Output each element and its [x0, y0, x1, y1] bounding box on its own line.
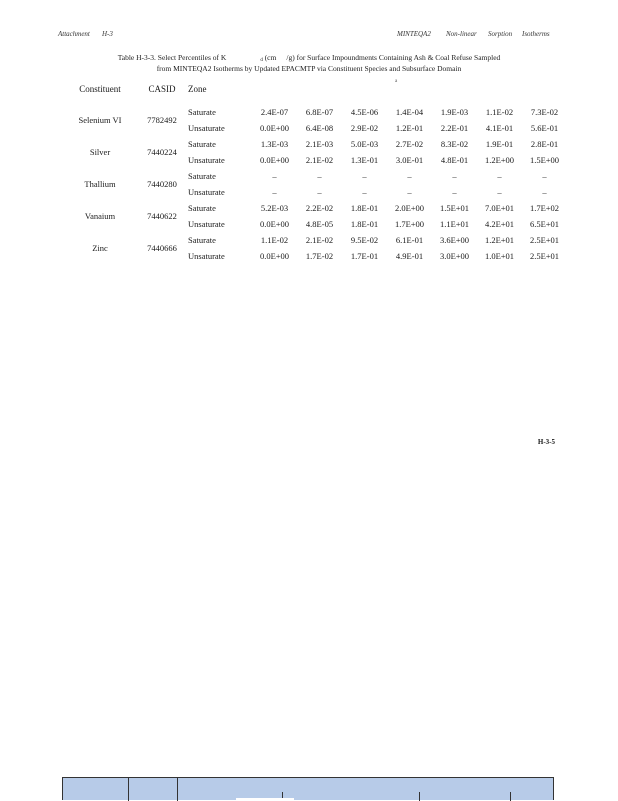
percentile-value: – — [452, 187, 457, 197]
table-row — [60, 104, 567, 120]
percentile-value: – — [272, 171, 277, 181]
percentile-value: 2.1E-02 — [305, 235, 334, 245]
zone-label: Unsaturate — [188, 123, 225, 133]
percentile-value: 1.1E-02 — [260, 235, 289, 245]
percentile-value: 2.4E-07 — [260, 107, 289, 117]
header-attachment: Attachment — [58, 30, 90, 38]
percentile-value: 4.1E-01 — [485, 123, 514, 133]
casid-value: 7440622 — [147, 211, 177, 221]
percentile-value: 1.1E-02 — [485, 107, 514, 117]
title-subscript: d — [260, 58, 263, 63]
constituent-name: Silver — [89, 147, 111, 157]
percentile-value: 2.1E-03 — [305, 139, 334, 149]
zone-label: Unsaturate — [188, 251, 225, 261]
percentile-table — [60, 80, 567, 264]
table-row — [60, 136, 567, 152]
percentile-value: 2.5E+01 — [529, 251, 560, 261]
percentile-value: 1.3E-03 — [260, 139, 289, 149]
percentile-value: 1.2E+01 — [484, 235, 515, 245]
percentile-value: 7.3E-02 — [530, 107, 559, 117]
zone-label: Saturate — [188, 107, 216, 117]
zone-label: Saturate — [188, 235, 216, 245]
percentile-value: 4.8E-01 — [440, 155, 469, 165]
percentile-value: 3.0E-01 — [395, 155, 424, 165]
percentile-value: 1.7E+02 — [529, 203, 560, 213]
table-header-row — [60, 80, 567, 98]
percentile-value: 1.7E+00 — [394, 219, 425, 229]
percentile-value: – — [317, 171, 322, 181]
percentile-value: 1.8E-01 — [350, 219, 379, 229]
zone-label: Saturate — [188, 203, 216, 213]
percentile-value: 8.3E-02 — [440, 139, 469, 149]
percentile-value: 4.8E-05 — [305, 219, 334, 229]
percentile-value: – — [317, 187, 322, 197]
casid-value: 7440224 — [147, 147, 177, 157]
percentile-value: 6.8E-07 — [305, 107, 334, 117]
casid-value: 7440280 — [147, 179, 177, 189]
percentile-value: – — [362, 187, 367, 197]
percentile-value: 3.6E+00 — [439, 235, 470, 245]
percentile-value: – — [407, 187, 412, 197]
percentile-value: 1.2E+00 — [484, 155, 515, 165]
page-number: H-3-5 — [537, 438, 555, 446]
table-row — [60, 232, 567, 248]
table-row — [60, 200, 567, 216]
percentile-value: 2.1E-02 — [305, 155, 334, 165]
percentile-value: 9.5E-02 — [350, 235, 379, 245]
percentile-value: 1.7E-01 — [350, 251, 379, 261]
header-word-4: Isotherms — [522, 30, 550, 38]
percentile-value: 2.7E-02 — [395, 139, 424, 149]
percentile-value: – — [452, 171, 457, 181]
percentile-value: 1.0E+01 — [484, 251, 515, 261]
percentile-value: 5.6E-01 — [530, 123, 559, 133]
percentile-value: – — [407, 171, 412, 181]
percentile-value: – — [497, 171, 502, 181]
percentile-value: 3.0E+00 — [439, 251, 470, 261]
percentile-value: 0.0E+00 — [259, 155, 290, 165]
percentile-value: 2.2E-02 — [305, 203, 334, 213]
table-row — [60, 168, 567, 184]
percentile-value: 4.5E-06 — [350, 107, 379, 117]
percentile-value: 0.0E+00 — [259, 123, 290, 133]
percentile-value: 0.0E+00 — [259, 251, 290, 261]
constituent-name: Zinc — [92, 243, 108, 253]
zone-label: Unsaturate — [188, 155, 225, 165]
zone-label: Unsaturate — [188, 187, 225, 197]
header-zone: Zone — [188, 84, 207, 94]
header-word-1: MINTEQA2 — [397, 30, 431, 38]
percentile-value: 1.4E-04 — [395, 107, 424, 117]
percentile-value: – — [362, 171, 367, 181]
percentile-value: 5.2E-03 — [260, 203, 289, 213]
percentile-value: 1.5E+01 — [439, 203, 470, 213]
percentile-value: 1.5E+00 — [529, 155, 560, 165]
footer-bar — [62, 777, 554, 800]
header-casid: CASID — [148, 84, 176, 94]
constituent-name: Vanaium — [84, 211, 116, 221]
constituent-name: Selenium VI — [78, 115, 122, 125]
percentile-value: – — [497, 187, 502, 197]
percentile-value: 2.8E-01 — [530, 139, 559, 149]
percentile-value: 1.3E-01 — [350, 155, 379, 165]
header-word-2: Non-linear — [446, 30, 477, 38]
percentile-value: 4.2E+01 — [484, 219, 515, 229]
percentile-value: 2.0E+00 — [394, 203, 425, 213]
percentile-value: 5.0E-03 — [350, 139, 379, 149]
percentile-value: 2.2E-01 — [440, 123, 469, 133]
percentile-value: 1.7E-02 — [305, 251, 334, 261]
percentile-value: 1.1E+01 — [439, 219, 470, 229]
table-title-line-2: from MINTEQA2 Isotherms by Updated EPACMTP via Constituent Species and Subsurface Domain — [156, 64, 462, 73]
casid-value: 7782492 — [147, 115, 177, 125]
percentile-value: 4.9E-01 — [395, 251, 424, 261]
percentile-value: 1.9E-01 — [485, 139, 514, 149]
header-constituent: Constituent — [79, 84, 121, 94]
header-word-3: Sorption — [488, 30, 513, 38]
table-title: Table H-3-3. Select Percentiles of K d (cm /g) for Surface Impoundments Containing Ash & Coal Refuse Sampled — [117, 53, 501, 63]
percentile-value: – — [542, 187, 547, 197]
percentile-value: 6.1E-01 — [395, 235, 424, 245]
percentile-value: 2.9E-02 — [350, 123, 379, 133]
percentile-value: 6.5E+01 — [529, 219, 560, 229]
constituent-name: Thallium — [84, 179, 116, 189]
percentile-value: 0.0E+00 — [259, 219, 290, 229]
percentile-value: 2.5E+01 — [529, 235, 560, 245]
percentile-value: 1.9E-03 — [440, 107, 469, 117]
percentile-value: 1.8E-01 — [350, 203, 379, 213]
zone-label: Unsaturate — [188, 219, 225, 229]
casid-value: 7440666 — [147, 243, 177, 253]
percentile-value: 7.0E+01 — [484, 203, 515, 213]
percentile-value: – — [542, 171, 547, 181]
zone-label: Saturate — [188, 171, 216, 181]
percentile-value: 1.2E-01 — [395, 123, 424, 133]
footnote-mark: a — [395, 79, 398, 84]
header-section: H-3 — [102, 30, 113, 38]
percentile-value: – — [272, 187, 277, 197]
zone-label: Saturate — [188, 139, 216, 149]
percentile-value: 6.4E-08 — [305, 123, 334, 133]
